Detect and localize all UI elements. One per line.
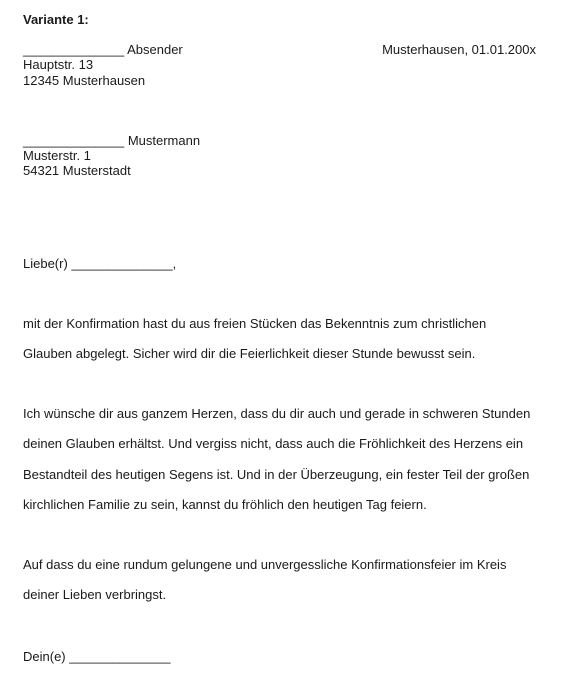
recipient-street: Musterstr. 1	[23, 148, 91, 163]
place-date: Musterhausen, 01.01.200x	[382, 42, 536, 57]
sender-city: 12345 Musterhausen	[23, 73, 146, 88]
paragraph-3-line-2: deiner Lieben verbringst.	[23, 587, 167, 602]
paragraph-2-line-1: Ich wünsche dir aus ganzem Herzen, dass du dir auch und gerade in schweren Stunden	[23, 406, 531, 421]
paragraph-2-line-3: Bestandteil des heutigen Segens ist. Und in der Überzeugung, ein fester Teil der großen	[23, 467, 530, 482]
salutation: Liebe(r) ______________,	[23, 256, 177, 271]
sender-name-line: ______________ Absender	[23, 42, 183, 57]
closing-signature-line: Dein(e) ______________	[23, 649, 171, 664]
recipient-city: 54321 Musterstadt	[23, 163, 131, 178]
paragraph-2-line-4: kirchlichen Familie zu sein, kannst du fröhlich den heutigen Tag feiern.	[23, 497, 427, 512]
paragraph-2-line-2: deinen Glauben erhältst. Und vergiss nicht, dass auch die Fröhlichkeit des Herzens ein	[23, 436, 524, 451]
paragraph-1-line-1: mit der Konfirmation hast du aus freien Stücken das Bekenntnis zum christlichen	[23, 316, 487, 331]
paragraph-3-line-1: Auf dass du eine rundum gelungene und unvergessliche Konfirmationsfeier im Kreis	[23, 557, 507, 572]
paragraph-1-line-2: Glauben abgelegt. Sicher wird dir die Feierlichkeit dieser Stunde bewusst sein.	[23, 346, 476, 361]
sender-street: Hauptstr. 13	[23, 57, 94, 72]
document-heading: Variante 1:	[23, 12, 89, 27]
recipient-name-line: ______________ Mustermann	[23, 133, 201, 148]
